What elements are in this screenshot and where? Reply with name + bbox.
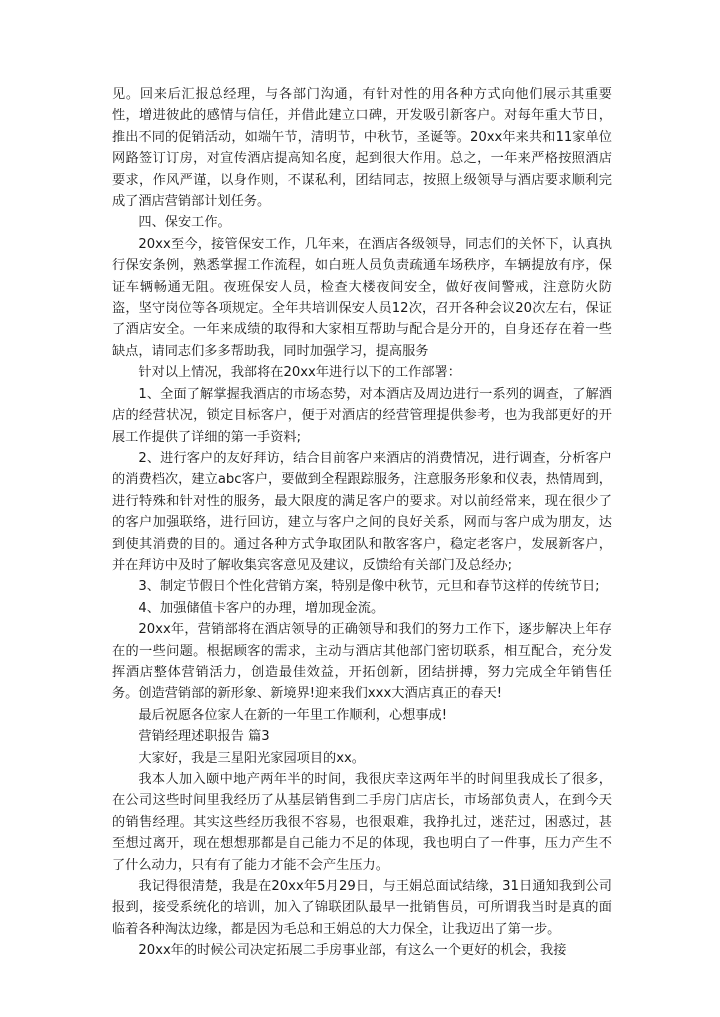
paragraph: 最后祝愿各位家人在新的一年里工作顺利，心想事成! bbox=[138, 707, 447, 723]
list-item: 4、加强储值卡客户的办理，增加现金流。 bbox=[138, 600, 385, 616]
paragraph: 我记得很清楚，我是在20xx年5月29日，与王娟总面试结缘，31日通知我到公司报到，接受系统化的培训，加入了锦联团队最早一批销售员，可所谓我当时是真的面临着各种淘汰边缘，都是因为毛总和王娟总的大力保全，让我迈出了第一步。 bbox=[112, 879, 612, 937]
list-item: 1、全面了解掌握我酒店的市场态势，对本酒店及周边进行一系列的调查，了解酒店的经营状况，锁定目标客户，便于对酒店的经营管理提供参考，也为我部更好的开展工作提供了详细的第一手资料; bbox=[112, 386, 612, 445]
report-title: 营销经理述职报告 篇3 bbox=[138, 729, 270, 745]
paragraph: 见。回来后汇报总经理，与各部门沟通，有针对性的用各种方式向他们展示其重要性，增进彼此的感情与信任，并借此建立口碑，开发吸引新客户。对每年重大节日，推出不同的促销活动，如端午节，清明节，中秋节，圣诞等。20xx年来共和11家单位网路签订订房，对宣传酒店提高知名度，起到很大作用。总之，一年来严格按照酒店要求，作风严谨，以身作则，不谋私利，团结同志，按照上级领导与酒店要求顺利完成了酒店营销部计划任务。 bbox=[112, 87, 612, 210]
section-heading: 四、保安工作。 bbox=[138, 215, 231, 231]
paragraph: 20xx年的时候公司决定拓展二手房事业部，有这么一个更好的机会，我接 bbox=[138, 943, 567, 959]
paragraph: 针对以上情况，我部将在20xx年进行以下的工作部署： bbox=[138, 365, 461, 381]
paragraph: 20xx年，营销部将在酒店领导的正确领导和我们的努力工作下，逐步解决上年存在的一些问题。根据顾客的需求，主动与酒店其他部门密切联系，相互配合，充分发挥酒店整体营销活力，创造最佳效益，开拓创新，团结拼搏，努力完成全年销售任务。创造营销部的新形象、新境界!迎来我们xxx大酒店真正的春天! bbox=[112, 622, 612, 702]
paragraph: 大家好，我是三星阳光家园项目的xx。 bbox=[138, 750, 365, 766]
paragraph: 20xx至今，接管保安工作，几年来，在酒店各级领导，同志们的关怀下，认真执行保安条例，熟悉掌握工作流程，如白班人员负责疏通车场秩序，车辆提放有序，保证车辆畅通无阻。夜班保安人员，检查大楼夜间安全，做好夜间警戒，注意防火防盗，坚守岗位等各项规定。全年共培训保安人员12次，召开各种会议20次左右，保证了酒店安全。一年来成绩的取得和大家相互帮助与配合是分开的，自身还存在着一些缺点，请同志们多多帮助我，同时加强学习，提高服务 bbox=[112, 236, 612, 359]
paragraph: 我本人加入颐中地产两年半的时间，我很庆幸这两年半的时间里我成长了很多，在公司这些时间里我经历了从基层销售到二手房门店店长，市场部负责人，在到今天的销售经理。其实这些经历我很不容易，也很艰难，我挣扎过，迷茫过，困惑过，甚至想过离开，现在想想那都是自己能力不足的体现，我也明白了一件事，压力产生不了什么动力，只有有了能力才能不会产生压力。 bbox=[112, 772, 612, 873]
list-item: 3、制定节假日个性化营销方案，特别是像中秋节，元旦和春节这样的传统节日; bbox=[138, 579, 600, 595]
list-item: 2、进行客户的友好拜访，结合目前客户来酒店的消费情况，进行调查，分析客户的消费档次，建立abc客户，要做到全程跟踪服务，注意服务形象和仪表，热情周到，进行特殊和针对性的服务，最大限度的满足客户的要求。对以前经常来，现在很少了的客户加强联络，进行回访，建立与客户之间的良好关系，网而与客户成为朋友，达到使其消费的目的。通过各种方式争取团队和散客客户，稳定老客户，发展新客户，并在拜访中及时了解收集宾客意见及建议，反馈给有关部门及总经办; bbox=[112, 450, 612, 573]
document-page bbox=[112, 84, 612, 962]
